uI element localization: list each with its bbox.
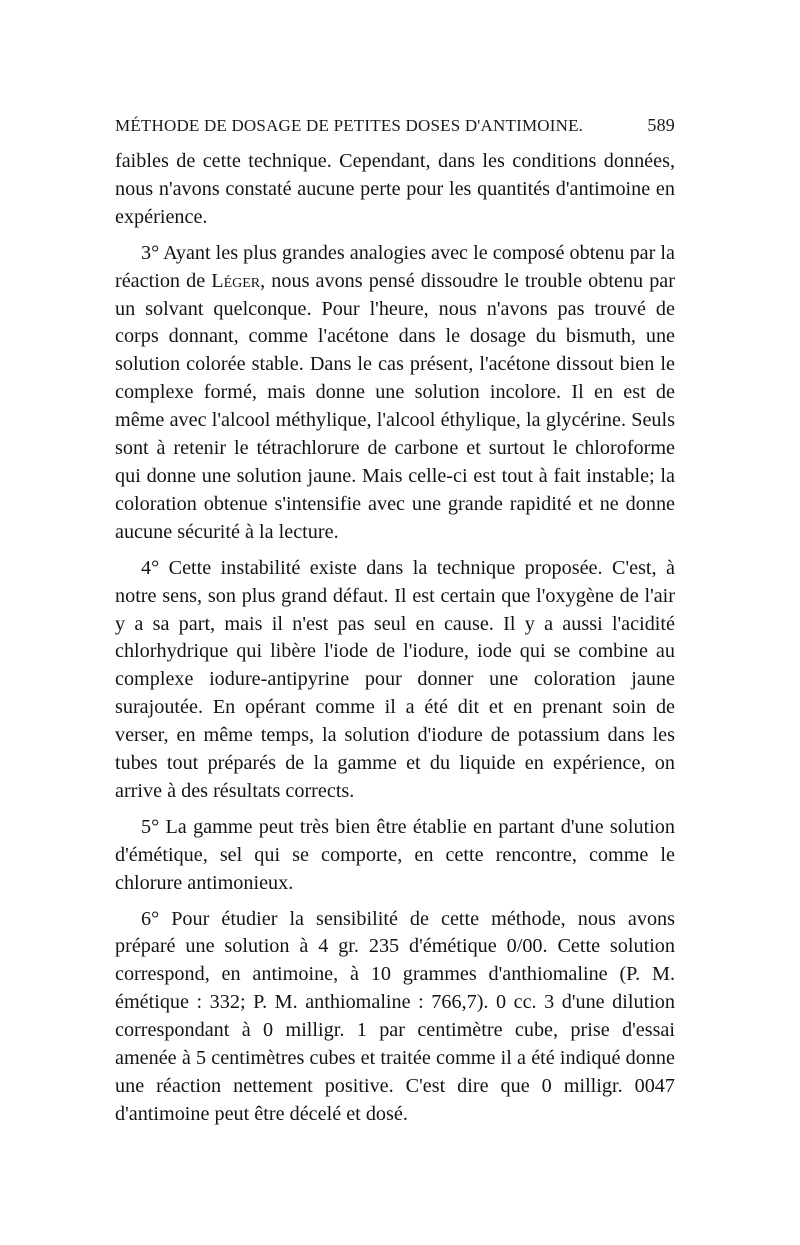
paragraph-6: 6° Pour étudier la sensibilité de cette méthode, nous avons préparé une solution à 4 gr. 235 d'émétique 0/00. Cette solution correspond, en antimoine, à 10 grammes d'anthiomaline (P. M. émétique : 332; P. M. anthiomaline : 766,7). 0 cc. 3 d'une dilution correspondant à 0 milligr. 1 par centimètre cube, prise d'essai amenée à 5 centimètres cubes et traitée comme il a été indiqué donne une réaction nettement positive. C'est dire que 0 milligr. 0047 d'antimoine peut être décelé et dosé. <box>115 907 675 1125</box>
author-name: Léger <box>211 269 261 292</box>
paragraph-5: 5° La gamme peut très bien être établie en partant d'une solution d'émétique, sel qui se comporte, en cette rencontre, comme le chlorure antimonieux. <box>115 815 675 894</box>
paragraph-4: 4° Cette instabilité existe dans la technique proposée. C'est, à notre sens, son plus grand défaut. Il est certain que l'oxygène de l'air y a sa part, mais il n'est pas seul en cause. Il y a aussi l'acidité chlorhydrique qui libère l'iode de l'iodure, iode qui se combine au complexe iodure-antipyrine pour donner une coloration jaune surajoutée. En opérant comme il a été dit et en prenant soin de verser, en même temps, la solution d'iodure de potassium dans les tubes tout préparés de la gamme et du liquide en expérience, on arrive à des résultats corrects. <box>115 556 675 802</box>
paragraph-3-text-start: 3° Ayant les plus grandes analogies avec le composé obtenu par la réaction de <box>115 241 675 292</box>
page-number: 589 <box>647 115 675 135</box>
paragraph-3-text-end: , nous avons pensé dissoudre le trouble obtenu par un solvant quelconque. Pour l'heure, nous n'avons pas trouvé de corps donnant, comme l'acétone dans le dosage du bismuth, une solution colorée stable. Dans le cas présent, l'acétone dissout bien le complexe formé, mais donne une solution incolore. Il en est de même avec l'alcool méthylique, l'alcool éthylique, la glycérine. Seuls sont à retenir le tétrachlorure de carbone et surtout le chloroforme qui donne une solution jaune. Mais celle-ci est tout à fait instable; la coloration obtenue s'intensifie avec une grande rapidité et ne donne aucune sécurité à la lecture. <box>115 269 675 543</box>
paragraph-3 <box>115 240 675 547</box>
paragraph-continuation: faibles de cette technique. Cependant, dans les conditions données, nous n'avons constaté aucune perte pour les quantités d'antimoine en expérience. <box>115 150 675 228</box>
document-page <box>115 112 675 1137</box>
running-header <box>115 112 675 138</box>
running-title: MÉTHODE DE DOSAGE DE PETITES DOSES D'ANTIMOINE. <box>115 116 584 135</box>
